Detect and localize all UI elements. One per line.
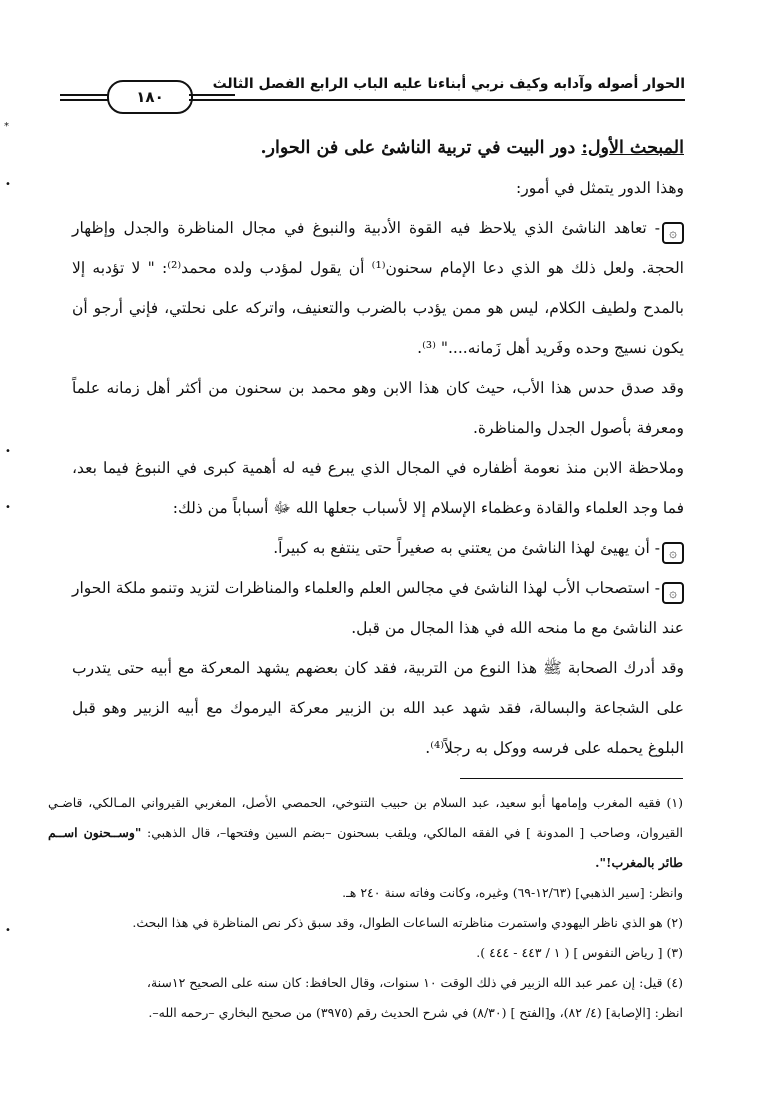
section-heading-text: دور البيت في تربية الناشئ على فن الحوار. [260,138,582,158]
footnote-3: (٣) [ رياض النفوس ] ( ١ / ٤٤٣ - ٤٤٤ ). [476,945,683,960]
footnote-1 [48,788,683,878]
footnote-4: (٤) قيل: إن عمر عبد الله الزبير في ذلك الوقت ١٠ سنوات، وقال الحافظ: كان سنه على الصحيح ١٢سنة، [146,975,683,990]
footnote-1-quote: "وســحنون اســم طائر بالمغرب!". [48,825,683,870]
margin-mark: • [5,925,11,936]
footnote-1-ref: وانظر: [سير الذهبي] (١٢/٦٣-٦٩) وغيره، وكانت وفاته سنة ٢٤٠ هـ. [342,885,683,900]
page-header [60,70,685,110]
footnote-4-ref: انظر: [الإصابة] (٤/ ٨٢)، و[الفتح ] (٨/٣٠) في شرح الحديث رقم (٣٩٧٥) من صحيح البخاري –رحمه الله–. [148,1005,683,1020]
header-rule-left [60,94,108,101]
footnote-2: (٢) هو الذي ناظر اليهودي واستمرت مناظرته الساعات الطوال، وقد سبق ذكر نص المناظرة في هذا البحث. [132,915,683,930]
running-title: الحوار أصوله وآدابه وكيف نربي أبناءنا عليه الباب الرابع الفصل الثالث [212,76,685,92]
paragraph-1 [72,208,684,368]
paragraph-4 [72,528,684,568]
margin-mark: • [5,446,11,457]
header-rule [235,99,685,101]
paragraph-2: وقد صدق حدس هذا الأب، حيث كان هذا الابن وهو محمد بن سحنون من أكثر أهل زمانه علماً ومعرفة بأصول الجدل والمناظرة. [72,379,684,437]
footnote-separator [460,778,683,779]
paragraph-5-text: - استصحاب الأب لهذا الناشئ في مجالس العلم والعلماء والمناظرات لتزيد وتنمو ملكة الحوار عند الناشئ مع ما منحه الله في هذا المجال من قبل. [72,579,684,637]
paragraph-4-text: - أن يهيئ لهذا الناشئ من يعتني به صغيراً حتى ينتفع به كبيراً. [273,539,660,557]
intro-paragraph: وهذا الدور يتمثل في أمور: [516,179,684,197]
footnotes [48,788,683,1028]
paragraph-6: وقد أدرك الصحابة ﷺ هذا النوع من التربية، فقد كان بعضهم يشهد المعركة مع أبيه حتى يتدرب على الشجاعة والبسالة، فقد شهد عبد الله بن الزبير معركة اليرموك مع أبيه الزبير وهو قبل البلوغ يحمله على فرسه ووكل به رجلاً⁽⁴⁾. [72,659,684,757]
section-heading-label: المبحث الأول: [581,138,684,158]
footnote-1-text: (١) فقيه المغرب وإمامها أبو سعيد، عبد السلام بن حبيب التنوخي، الحمصي الأصل، المغربي القيرواني المـالكي، قاضـي القيروان، وصاحب [ المدونة ] في الفقه المالكي، ويلقب بسحنون –بضم السين وفتحها–، قال الذهبي: [48,795,683,840]
section-heading [72,128,684,168]
margin-mark: • [5,179,11,190]
page-number: ١٨٠ [107,80,193,114]
main-text [72,128,684,768]
margin-mark: * [4,121,9,132]
ornament-icon: ۞ [662,582,684,604]
ornament-icon: ۞ [662,222,684,244]
margin-mark: • [5,502,11,513]
header-rule-mid [189,94,235,101]
paragraph-1-text: - تعاهد الناشئ الذي يلاحظ فيه القوة الأدبية والنبوغ في مجال المناظرة والجدل وإظهار الحجة. ولعل ذلك هو الذي دعا الإمام سحنون⁽¹⁾ أن يقول لمؤدب ولده محمد⁽²⁾: " لا تؤدبه إلا بالمدح ولطيف الكلام، ليس هو ممن يؤدب بالضرب والتعنيف، واتركه على نحلتي، فإني أرجو أن يكون نسيج وحده وفَريد أهل زَمانه...." ⁽³⁾. [72,219,684,357]
paragraph-3: وملاحظة الابن منذ نعومة أظفاره في المجال الذي يبرع فيه له أهمية كبرى في النبوغ فيما بعد، فما وجد العلماء والقادة وعظماء الإسلام إلا لأسباب جعلها الله ﷻ أسباباً من ذلك: [72,459,684,517]
ornament-icon: ۞ [662,542,684,564]
paragraph-5 [72,568,684,648]
